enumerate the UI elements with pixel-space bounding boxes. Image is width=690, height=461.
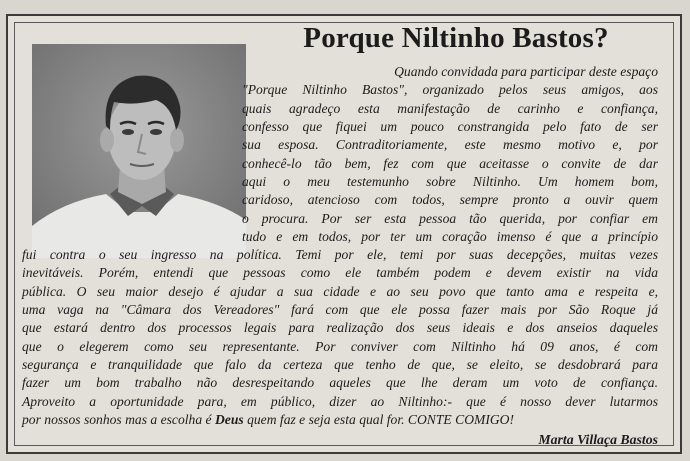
text-line: tudo e em todos, por ter um coração imenso é que a princípio <box>242 229 658 245</box>
article-body-full-width <box>22 246 658 429</box>
text-line: Quando convidada para participar deste espaço <box>394 64 658 79</box>
text-line: fui contra o seu ingresso na política. Temi por ele, temi por suas decepções, muitas vezes <box>22 247 658 262</box>
text-line: segurança e tranquilidade que falo da certeza que tenho de que, se eleito, se desdobrará para <box>22 357 658 373</box>
text-line: inevitáveis. Porém, entendi que pessoas como ele também podem e devem existir na vida <box>22 265 658 281</box>
portrait-image <box>32 44 246 258</box>
text-line: aqui o meu testemunho sobre Niltinho. Um homem bom, <box>242 174 658 190</box>
text-line: pública. O seu maior desejo é ajudar a sua cidade e ao seu povo que tanto ama e respeita e, <box>22 283 658 299</box>
text-line: fazer um bom trabalho não desrespeitando aqueles que lhe deram um voto de confiança. <box>22 375 658 391</box>
text-line: que o elegerem como seu representante. Por conviver com Niltinho há 09 anos, é com <box>22 338 658 354</box>
article-title: Porque Niltinho Bastos? <box>303 22 609 54</box>
text-line: sua esposa. Contraditoriamente, este mesmo motivo e, por <box>242 137 658 153</box>
text-line-final <box>22 411 658 429</box>
text-line: caridoso, atencioso com todos, sempre pronto a ouvir quem <box>242 192 658 208</box>
portrait-photo <box>32 44 246 258</box>
final-line-end: quem faz e seja esta qual for. CONTE COMIGO! <box>243 412 515 428</box>
text-line: uma vaga na "Câmara dos Vereadores" fará com que ele possa fazer mais por São Roque já <box>22 302 658 318</box>
text-line: quais agradeço esta manifestação de carinho e confiança, <box>242 100 658 116</box>
final-line-start: por nossos sonhos mas a escolha é <box>22 412 215 428</box>
text-line: o procura. Por ser esta pessoa tão querida, por confiar em <box>242 210 658 226</box>
text-line: que estará dentro dos processos legais para realização dos seus ideais e dos anseios daqueles <box>22 320 658 336</box>
text-line: Aproveito a oportunidade para, em público, dizer ao Niltinho:- que é nosso dever lutarmos <box>22 393 658 409</box>
text-line: confesso que fiquei um pouco constrangida pelo fato de ser <box>242 119 658 135</box>
final-line-bold-word: Deus <box>214 412 244 428</box>
author-signature: Marta Villaça Bastos <box>538 432 658 447</box>
article-body-right-column <box>242 63 658 246</box>
text-line: "Porque Niltinho Bastos", organizado pelos seus amigos, aos <box>242 82 658 98</box>
text-line: conhecê-lo tão bem, fez com que aceitasse o convite de dar <box>242 155 658 171</box>
